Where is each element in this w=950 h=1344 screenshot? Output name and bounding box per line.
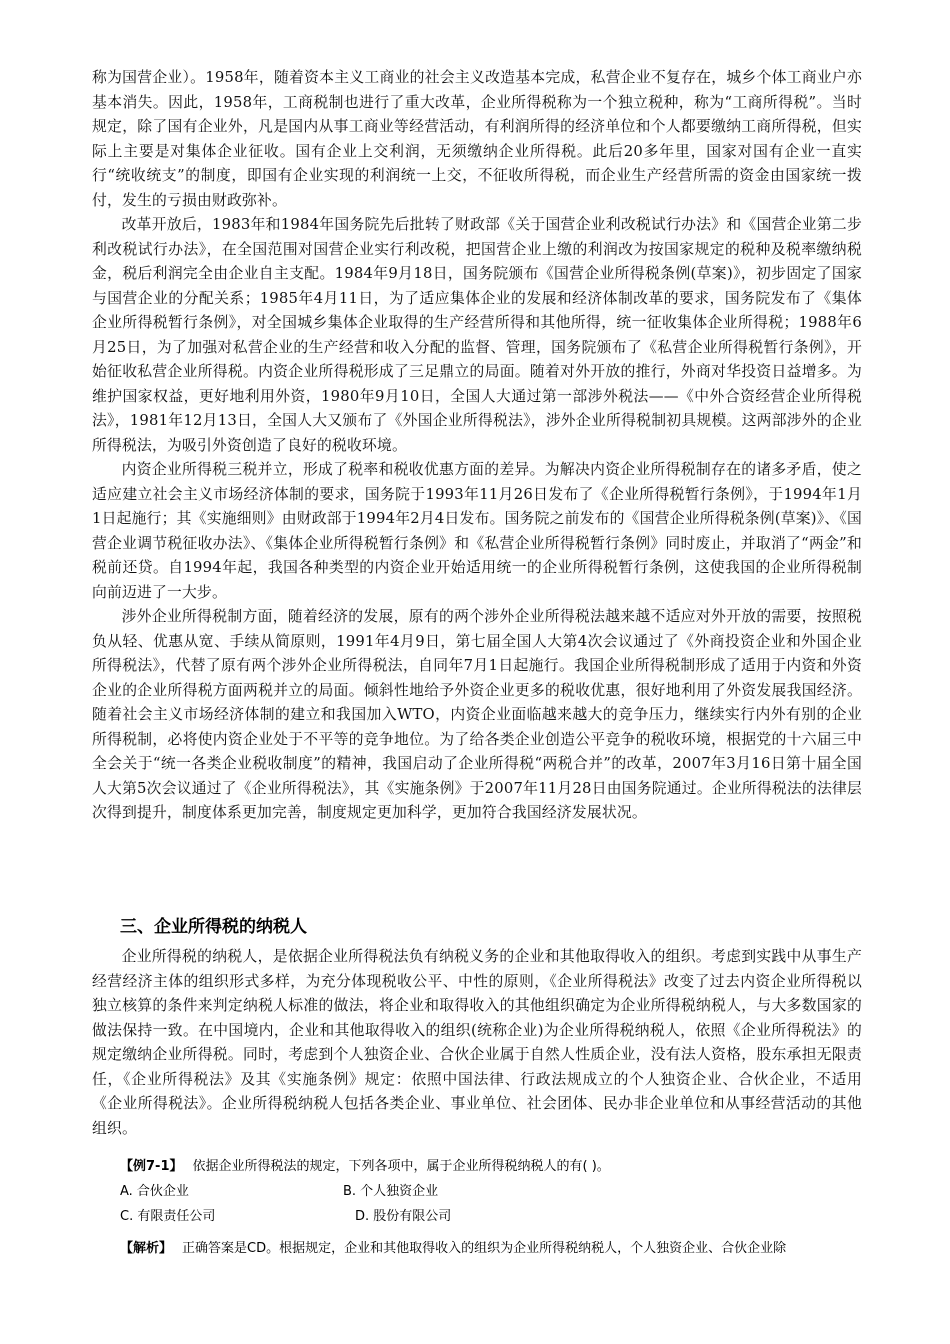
body-text-upper [92, 66, 862, 826]
paragraph-4: 涉外企业所得税制方面，随着经济的发展，原有的两个涉外企业所得税法越来越不适应对外开放的需要，按照税负从轻、优惠从宽、手续从简原则，1991年4月9日，第七届全国人大第4次会议通过了《外商投资企业和外国企业所得税法》，代替了原有两个涉外企业所得税法，自同年7月1日起施行。我国企业所得税制形成了适用于内资和外资企业的企业所得税方面两税并立的局面。倾斜性地给予外资企业更多的税收优惠，很好地利用了外资发展我国经济。随着社会主义市场经济体制的建立和我国加入WTO，内资企业面临越来越大的竞争压力，继续实行内外有别的企业所得税制，必将使内资企业处于不平等的竞争地位。为了给各类企业创造公平竞争的税收环境，根据党的十六届三中全会关于“统一各类企业税收制度”的精神，我国启动了企业所得税“两税合并”的改革，2007年3月16日第十届全国人大第5次会议通过了《企业所得税法》，其《实施条例》于2007年11月28日由国务院通过。企业所得税法的法律层次得到提升，制度体系更加完善，制度规定更加科学，更加符合我国经济发展状况。 [92, 608, 862, 821]
answer-tag: 【解析】 [120, 1241, 173, 1256]
example-answer [120, 1240, 860, 1258]
option-a: A. 合伙企业 [120, 1184, 189, 1199]
paragraph-2: 改革开放后，1983年和1984年国务院先后批转了财政部《关于国营企业利改税试行办法》和《国营企业第二步利改税试行办法》，在全国范围对国营企业实行利改税，把国营企业上缴的利润改为按国家规定的税种及税率缴纳税金，税后利润完全由企业自主支配。1984年9月18日，国务院颁布《国营企业所得税条例(草案)》，初步固定了国家与国营企业的分配关系；1985年4月11日，为了适应集体企业的发展和经济体制改革的要求，国务院发布了《集体企业所得税暂行条例》，对全国城乡集体企业取得的生产经营所得和其他所得，统一征收集体企业所得税；1988年6月25日，为了加强对私营企业的生产经营和收入分配的监督、管理，国务院颁布了《私营企业所得税暂行条例》，开始征收私营企业所得税。内资企业所得税形成了三足鼎立的局面。随着对外开放的推行，外商对华投资日益增多。为维护国家权益，更好地利用外资，1980年9月10日，全国人大通过第一部涉外税法——《中外合资经营企业所得税法》，1981年12月13日，全国人大又颁布了《外国企业所得税法》，涉外企业所得税制初具规模。这两部涉外的企业所得税法，为吸引外资创造了良好的税收环境。 [92, 216, 862, 454]
example-question-text: 依据企业所得税法的规定，下列各项中，属于企业所得税纳税人的有( )。 [192, 1159, 610, 1174]
option-c: C. 有限责任公司 [120, 1209, 216, 1224]
section-heading: 三、企业所得税的纳税人 [120, 917, 307, 937]
answer-text: 正确答案是CD。根据规定，企业和其他取得收入的组织为企业所得税纳税人，个人独资企业、合伙企业除 [182, 1241, 787, 1256]
paragraph-3: 内资企业所得税三税并立，形成了税率和税收优惠方面的差异。为解决内资企业所得税制存在的诸多矛盾，使之适应建立社会主义市场经济体制的要求，国务院于1993年11月26日发布了《企业所得税暂行条例》，于1994年1月1日起施行；其《实施细则》由财政部于1994年2月4日发布。国务院之前发布的《国营企业所得税条例(草案)》、《国营企业调节税征收办法》、《集体企业所得税暂行条例》和《私营企业所得税暂行条例》同时废止，并取消了“两金”和税前还贷。自1994年起，我国各种类型的内资企业开始适用统一的企业所得税暂行条例，这使我国的企业所得税制向前迈进了一大步。 [92, 461, 862, 601]
body-text-lower [92, 945, 862, 1141]
option-b: B. 个人独资企业 [343, 1184, 439, 1199]
paragraph-5: 企业所得税的纳税人，是依据企业所得税法负有纳税义务的企业和其他取得收入的组织。考虑到实践中从事生产经营经济主体的组织形式多样，为充分体现税收公平、中性的原则，《企业所得税法》改变了过去内资企业所得税以独立核算的条件来判定纳税人标准的做法，将企业和取得收入的其他组织确定为企业所得税纳税人，与大多数国家的做法保持一致。在中国境内，企业和其他取得收入的组织(统称企业)为企业所得税纳税人，依照《企业所得税法》的规定缴纳企业所得税。同时，考虑到个人独资企业、合伙企业属于自然人性质企业，没有法人资格，股东承担无限责任，《企业所得税法》及其《实施条例》规定：依照中国法律、行政法规成立的个人独资企业、合伙企业，不适用《企业所得税法》。企业所得税纳税人包括各类企业、事业单位、社会团体、民办非企业单位和从事经营活动的其他组织。 [92, 948, 862, 1137]
option-d: D. 股份有限公司 [355, 1209, 452, 1224]
paragraph-1: 称为国营企业）。1958年，随着资本主义工商业的社会主义改造基本完成，私营企业不复存在，城乡个体工商业户亦基本消失。因此，1958年，工商税制也进行了重大改革，企业所得税称为一个独立税种，称为“工商所得税”。当时规定，除了国有企业外，凡是国内从事工商业等经营活动，有利润所得的经济单位和个人都要缴纳工商所得税，但实际上主要是对集体企业征收。国有企业上交利润，无须缴纳企业所得税。此后20多年里，国家对国有企业一直实行“统收统支”的制度，即国有企业实现的利润统一上交，不征收所得税，而企业生产经营所需的资金由国家统一拨付，发生的亏损由财政弥补。 [92, 69, 862, 209]
example-tag: 【例7-1】 [120, 1159, 183, 1174]
example-question [120, 1158, 860, 1176]
